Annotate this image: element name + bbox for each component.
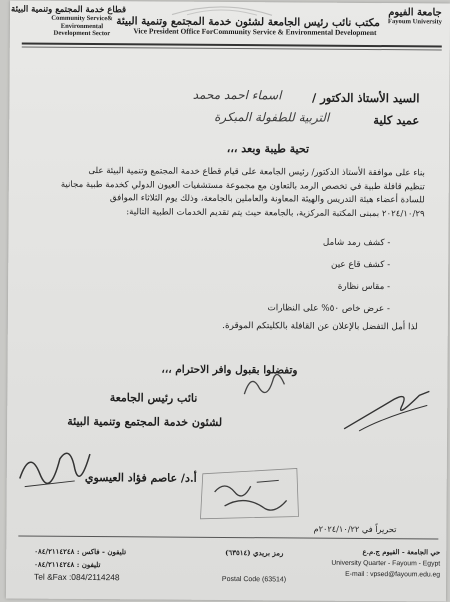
footer-postal-arabic: رمز بريدي (٦٣٥١٤) [225,547,284,558]
handwritten-faculty-name: التربية للطفولة المبكرة [214,109,330,125]
signatory-name: أ.د/ عاصم فؤاد العيسوي [84,471,197,485]
services-list [267,231,390,320]
letter-page [6,0,450,601]
header-left-english-2: Development Sector [53,29,111,38]
body-line: للسادة أعضاء هيئة التدريس والهيئة المعاونة والعاملين بالجامعة، وذلك يوم الثلاثاء الموافق [109,193,425,206]
footer-address-block [322,547,440,581]
handwritten-initials-mid [239,364,289,404]
greeting: تحية طيبة وبعد ،،، [226,141,310,156]
footer-phone-fax-arabic: تليفون - فاكس : ٠٨٤/٢١١٤٢٤٨ [34,546,127,557]
header-right-arabic: جامعة الفيوم [388,7,442,19]
header-right-english: Fayoum University [387,18,442,26]
header-center-arabic: مكتب نائب رئيس الجامعة لشئون خدمة المجتمع وتنمية البيئة [116,15,380,30]
service-item: - كشف رمد شامل [322,237,391,249]
registration-stamp [194,464,304,523]
body-line: ٢٠٢٤/١٠/٢٩ بمبنى المكتبة المركزية، بالجامعة حيث يتم تقديم الخدمات الطبية التالية: [126,207,425,220]
footer-fax-english: Tel &Fax :084/2114248 [34,571,120,583]
body-line: بناء على موافقة الأستاذ الدكتور/ رئيس الجامعة على قيام قطاع خدمة المجتمع وتنمية البيئة على [88,166,425,179]
footer-divider [18,536,438,540]
footer-phone-block [34,545,184,585]
issue-date: تحريراً في ٢٠٢٤/١٠/٢٢م [313,523,397,535]
addressee-dean-label: عميد كلية [373,113,420,128]
header-left-block [10,4,127,38]
signature-subtitle: لشئون خدمة المجتمع وتنمية البيئة [67,414,223,429]
footer-address-english: University Quarter - Fayoum - Egypt [331,559,441,568]
header-left-english-1: Community Service& Environmental [51,14,113,30]
body-line: تنظيم قافلة طبية في تخصص الرمد بالتعاون مع مجموعة مستشفيات العيون الدولي كخدمة طبية مجانية [60,179,425,192]
signature-title: نائب رئيس الجامعة [109,391,198,405]
service-item: - مقاس نظارة [337,281,391,293]
header-right-block [382,7,448,26]
footer-email: E-mail : vpsed@fayoum.edu.eg [345,570,441,579]
closing-note: لذا أمل التفضل بالإعلان عن القافلة بالكليتكم الموقرة. [222,320,418,333]
header-left-arabic: قطاع خدمة المجتمع وتنمية البيئة [10,4,127,16]
header-divider-thin [22,47,442,51]
respect-line: وتفضلوا بقبول وافر الاحترام ،،، [161,363,298,377]
footer-postal-block [194,546,314,587]
service-item: - عرض خاص ٥٠% على النظارات [267,303,390,315]
footer-phone-arabic: تليفون : ٠٨٤/٢١١٤٢٤٨ [34,559,101,570]
handwritten-addressee-name: اسماء احمد محمد [192,87,282,103]
addressee-title: السيد الأستاذ الدكتور / [312,90,420,106]
footer-address-arabic: حي الجامعة - الفيوم ج.م.ع [362,547,441,557]
handwritten-signature-left [15,439,95,500]
handwritten-signature-right [339,387,434,438]
header-center-block [116,5,380,38]
letter-body [45,165,425,222]
header-center-english: Vice President Office ForCommunity Service & Environmental Development [133,26,377,38]
footer-postal-english: Postal Code (63514) [221,575,287,584]
service-item: - كشف قاع عين [330,259,391,271]
